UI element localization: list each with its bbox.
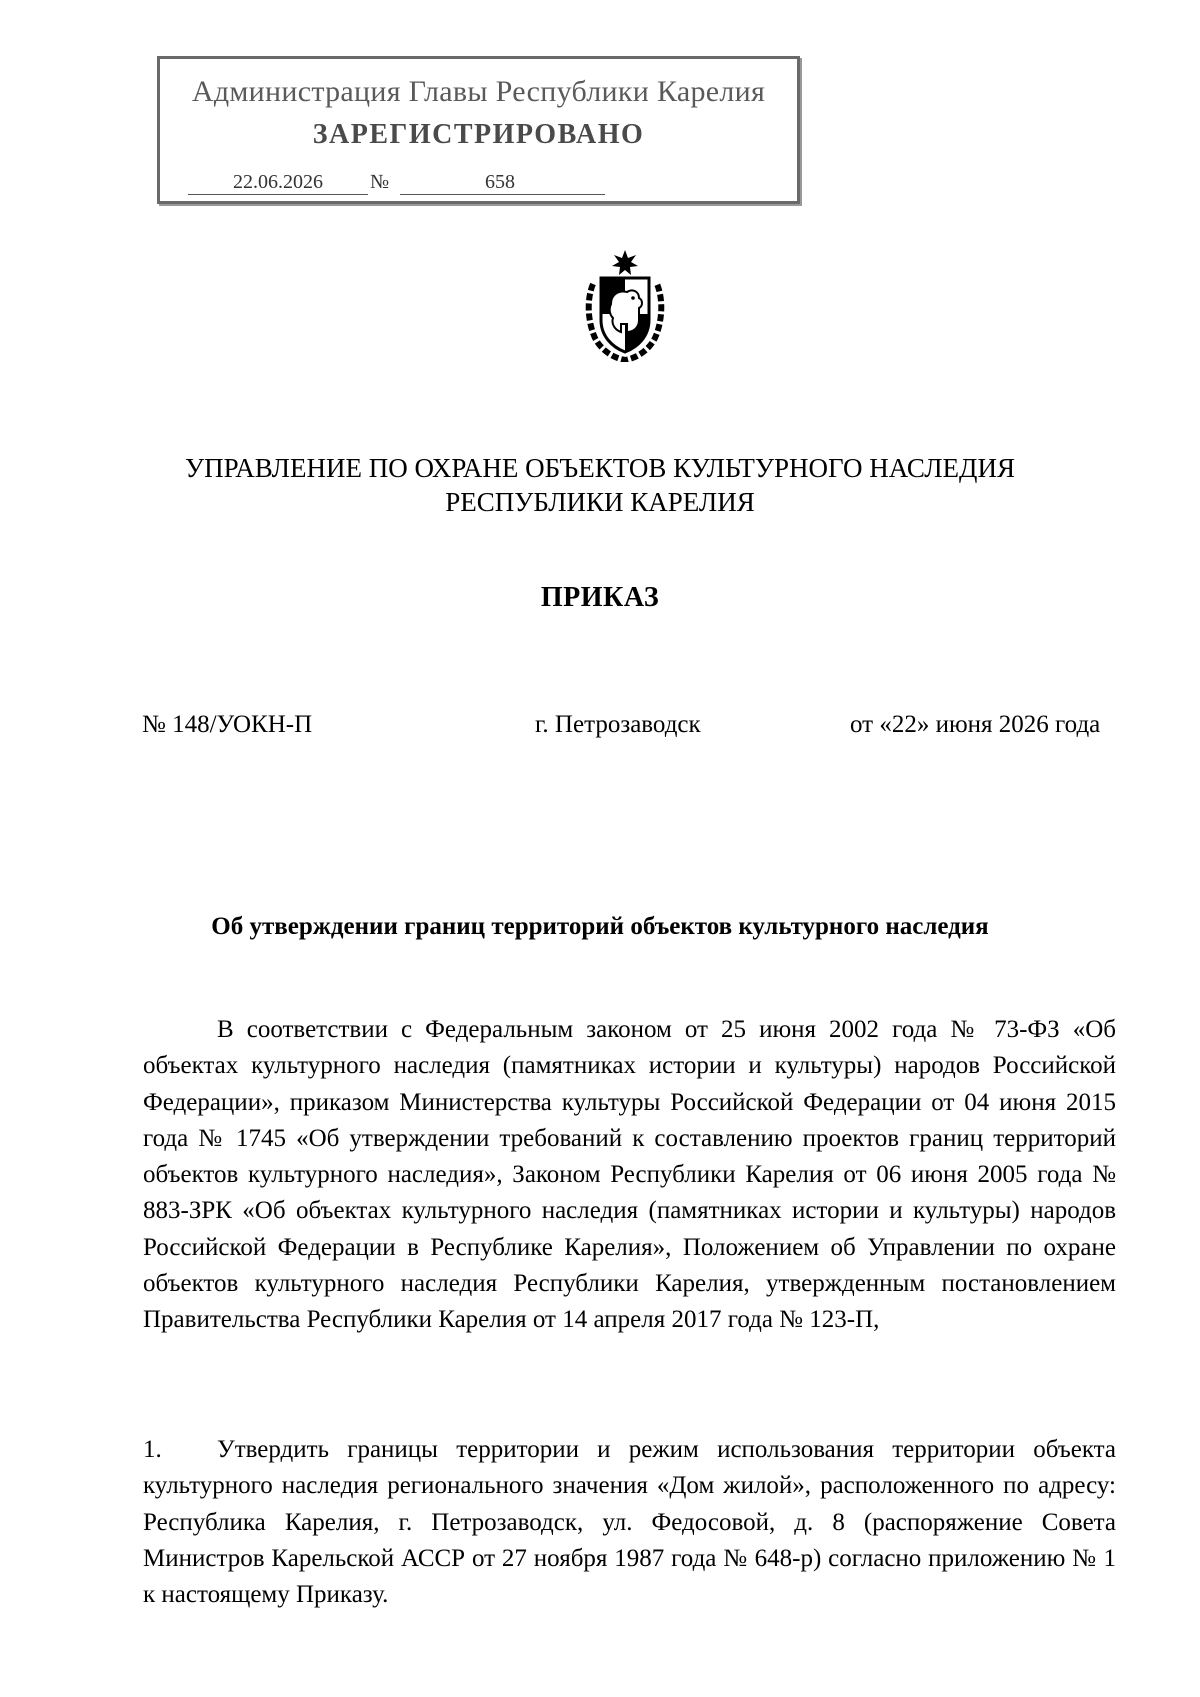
order-date: от «22» июня 2026 года	[850, 711, 1101, 738]
order-item-text: Утвердить границы территории и режим использования территории объекта культурного наследия регионального значения «Дом жилой», расположенного по адресу: Республика Карелия, г. Петрозаводск, ул. Федосовой, д. 8 (распоряжение Совета Министров Карельской АССР от 27 ноября 1987 года № 648-р) согласно приложению № 1 к настоящему Приказу.	[143, 1436, 1116, 1609]
stamp-authority: Администрация Главы Республики Карелия	[191, 75, 766, 108]
order-number: № 148/УОКН-П	[142, 711, 313, 738]
preamble-paragraph: В соответствии с Федеральным законом от 25 июня 2002 года № 73-ФЗ «Об объектах культурного наследия (памятниках истории и культуры) народов Российской Федерации», приказом Министерства культуры Российской Федерации от 04 июня 2015 года № 1745 «Об утверждении требований к составлению проектов границ территорий объектов культурного наследия», Законом Республики Карелия от 06 июня 2005 года № 883-ЗРК «Об объектах культурного наследия (памятниках истории и культуры) народов Российской Федерации в Республике Карелия», Положением об Управлении по охране объектов культурного наследия Республики Карелия, утвержденным постановлением Правительства Республики Карелия от 14 апреля 2017 года № 123-П,	[143, 1016, 1116, 1334]
order-item-number: 1.	[143, 1436, 162, 1463]
stamp-status: ЗАРЕГИСТРИРОВАНО	[312, 119, 645, 150]
order-city: г. Петрозаводск	[535, 711, 701, 738]
order-subject: Об утверждении границ территорий объектов культурного наследия	[211, 913, 989, 940]
coat-of-arms-karelia-icon	[583, 250, 667, 362]
stamp-date: 22.06.2026	[188, 170, 368, 195]
organization-name-line1: УПРАВЛЕНИЕ ПО ОХРАНЕ ОБЪЕКТОВ КУЛЬТУРНОГО НАСЛЕДИЯ	[185, 453, 1015, 483]
order-item	[143, 1432, 1116, 1613]
organization-header	[0, 451, 1200, 519]
registration-stamp	[157, 56, 800, 204]
stamp-number-label: №	[370, 171, 390, 193]
organization-name-line2: РЕСПУБЛИКИ КАРЕЛИЯ	[445, 487, 755, 517]
document-type-title: ПРИКАЗ	[540, 582, 660, 613]
stamp-number: 658	[400, 170, 605, 195]
